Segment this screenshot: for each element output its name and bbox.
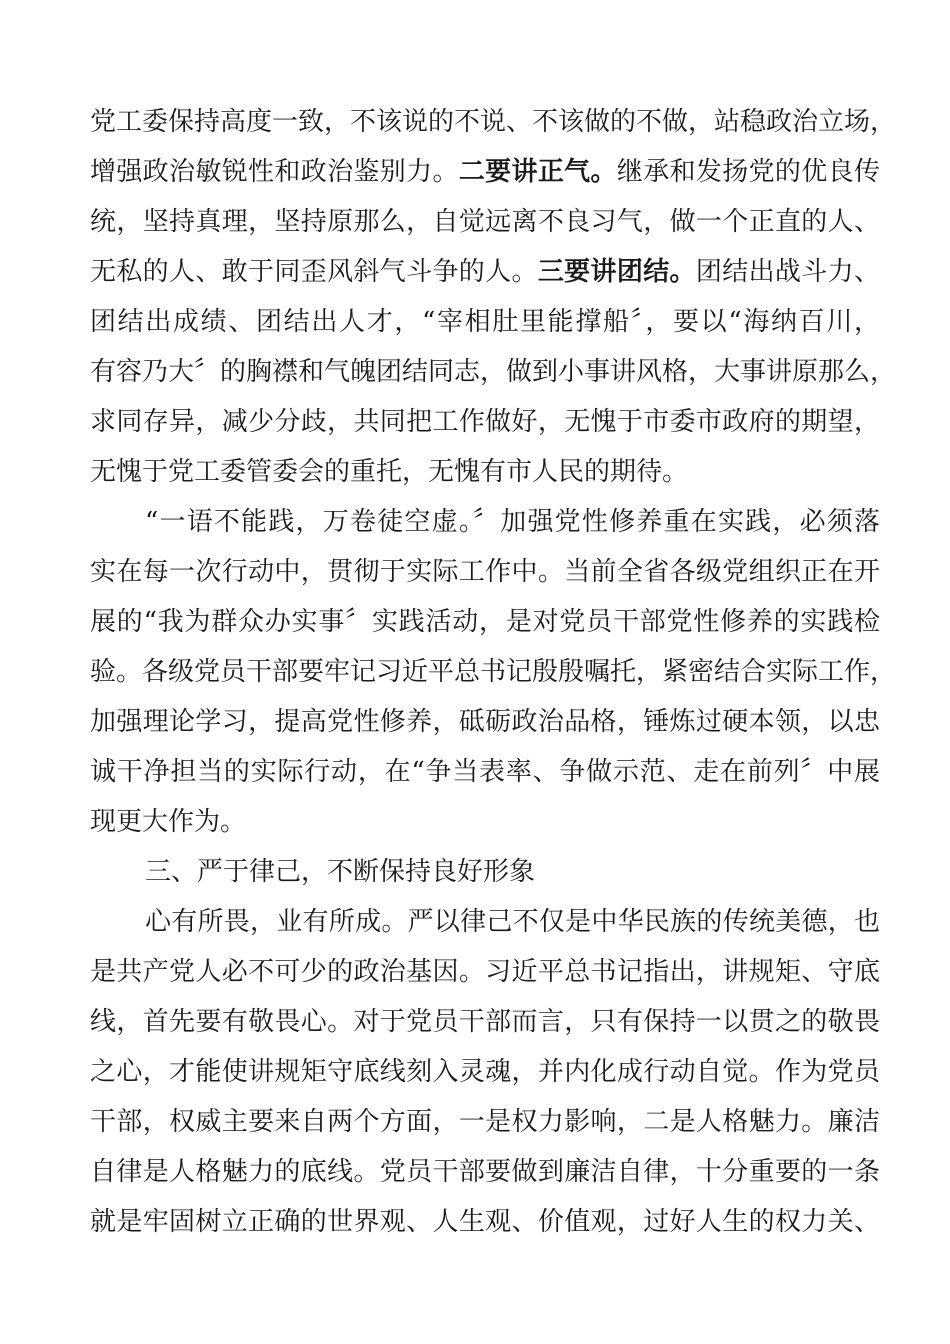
text-line: 线，首先要有敬畏心。对于党员干部而言，只有保持一以贯之的敬畏 bbox=[90, 1007, 880, 1037]
text-line: “一语不能践，万卷徒空虚。〞加强党性修养重在实践，必须落 bbox=[145, 507, 880, 537]
section-heading: 三、严于律己，不断保持良好形象 bbox=[145, 857, 536, 887]
text-line: 加强理论学习，提高党性修养，砥砺政治品格，锤炼过硬本领，以忠 bbox=[90, 707, 880, 737]
text-line: 实在每一次行动中，贯彻于实际工作中。当前全省各级党组织正在开 bbox=[90, 557, 880, 587]
text-line: 就是牢固树立正确的世界观、人生观、价值观，过好人生的权力关、 bbox=[90, 1207, 880, 1237]
text-line: 党工委保持高度一致，不该说的不说、不该做的不做，站稳政治立场， bbox=[90, 107, 897, 137]
text-line: 无私的人、敢于同歪风斜气斗争的人。三要讲团结。团结出战斗力、 bbox=[90, 257, 880, 287]
text-line: 诚干净担当的实际行动，在“争当表率、争做示范、走在前列〞中展 bbox=[90, 757, 880, 787]
text-line: 干部，权威主要来自两个方面，一是权力影响，二是人格魅力。廉洁 bbox=[90, 1107, 880, 1137]
text-line: 有容乃大〞的胸襟和气魄团结同志，做到小事讲风格，大事讲原那么， bbox=[90, 357, 897, 387]
text-line: 展的“我为群众办实事〞实践活动，是对党员干部党性修养的实践检 bbox=[90, 607, 880, 637]
text-line: 统，坚持真理，坚持原那么，自觉远离不良习气，做一个正直的人、 bbox=[90, 207, 880, 237]
text-line: 之心，才能使讲规矩守底线刻入灵魂，并内化成行动自觉。作为党员 bbox=[90, 1057, 880, 1087]
text-line: 现更大作为。 bbox=[90, 807, 247, 837]
text-line: 无愧于党工委管委会的重托，无愧有市人民的期待。 bbox=[90, 457, 689, 487]
text-line: 自律是人格魅力的底线。党员干部要做到廉洁自律，十分重要的一条 bbox=[90, 1157, 880, 1187]
text-line: 求同存异，减少分歧，共同把工作做好，无愧于市委市政府的期望， bbox=[90, 407, 880, 437]
text-line: 增强政治敏锐性和政治鉴别力。二要讲正气。继承和发扬党的优良传 bbox=[90, 157, 880, 187]
text-line: 心有所畏，业有所成。严以律己不仅是中华民族的传统美德，也 bbox=[145, 907, 880, 937]
text-line: 验。各级党员干部要牢记习近平总书记殷殷嘱托，紧密结合实际工作， bbox=[90, 657, 897, 687]
text-line: 团结出成绩、团结出人才，“宰相肚里能撑船〞，要以“海纳百川， bbox=[90, 307, 880, 337]
bold-emphasis: 三要讲团结。 bbox=[537, 257, 696, 287]
text-line: 是共产党人必不可少的政治基因。习近平总书记指出，讲规矩、守底 bbox=[90, 957, 880, 987]
bold-emphasis: 二要讲正气。 bbox=[458, 157, 617, 187]
